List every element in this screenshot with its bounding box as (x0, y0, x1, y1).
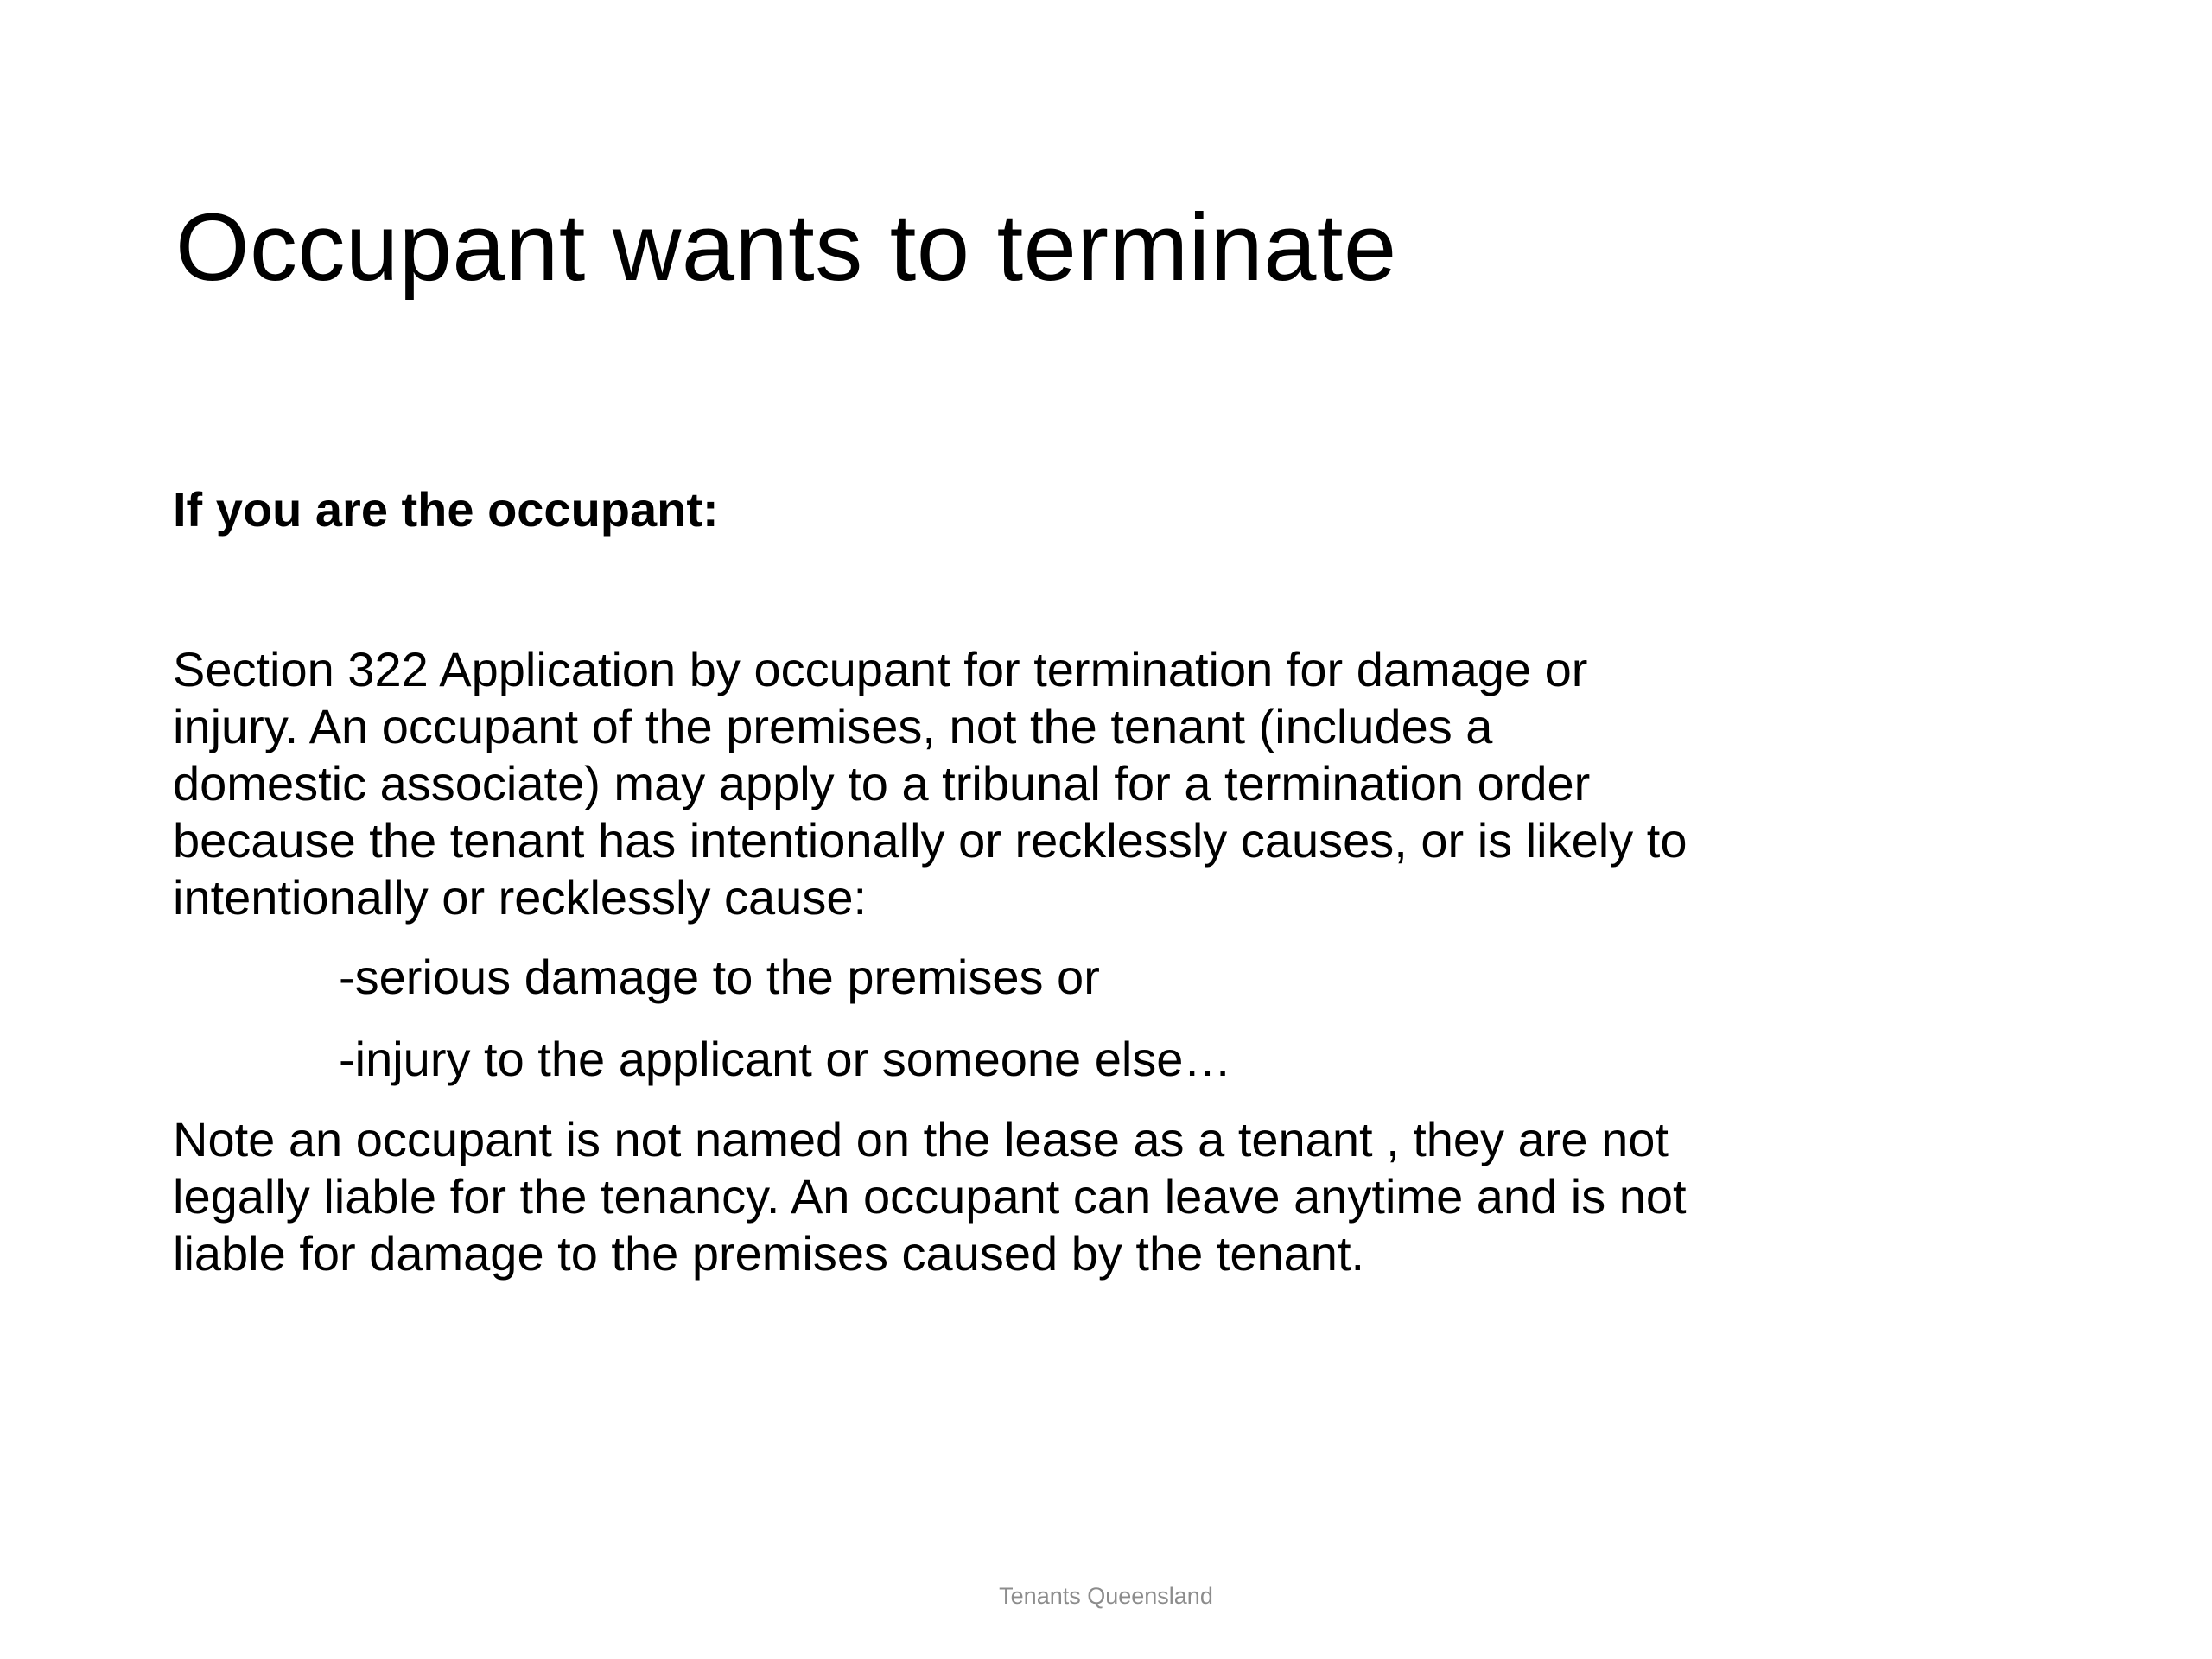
footer-text: Tenants Queensland (999, 1583, 1213, 1609)
slide-title: Occupant wants to terminate (175, 194, 1397, 301)
subheading: If you are the occupant: (173, 482, 719, 537)
bullet-injury: -injury to the applicant or someone else… (339, 1032, 1232, 1086)
bullet-serious-damage: -serious damage to the premises or (339, 950, 1100, 1004)
note-paragraph: Note an occupant is not named on the lease as a tenant , they are not legally liable for the tenancy. An occupant can leave anytime and is not liable for damage to the premises caused by the tenant. (173, 1112, 1687, 1281)
slide-body (173, 480, 1694, 1282)
section-322-paragraph: Section 322 Application by occupant for termination for damage or injury. An occupant of the premises, not the tenant (includes a domestic associate) may apply to a tribunal for a termination order because the tenant has intentionally or recklessly causes, or is likely to intentionally or recklessly cause: (173, 642, 1688, 925)
